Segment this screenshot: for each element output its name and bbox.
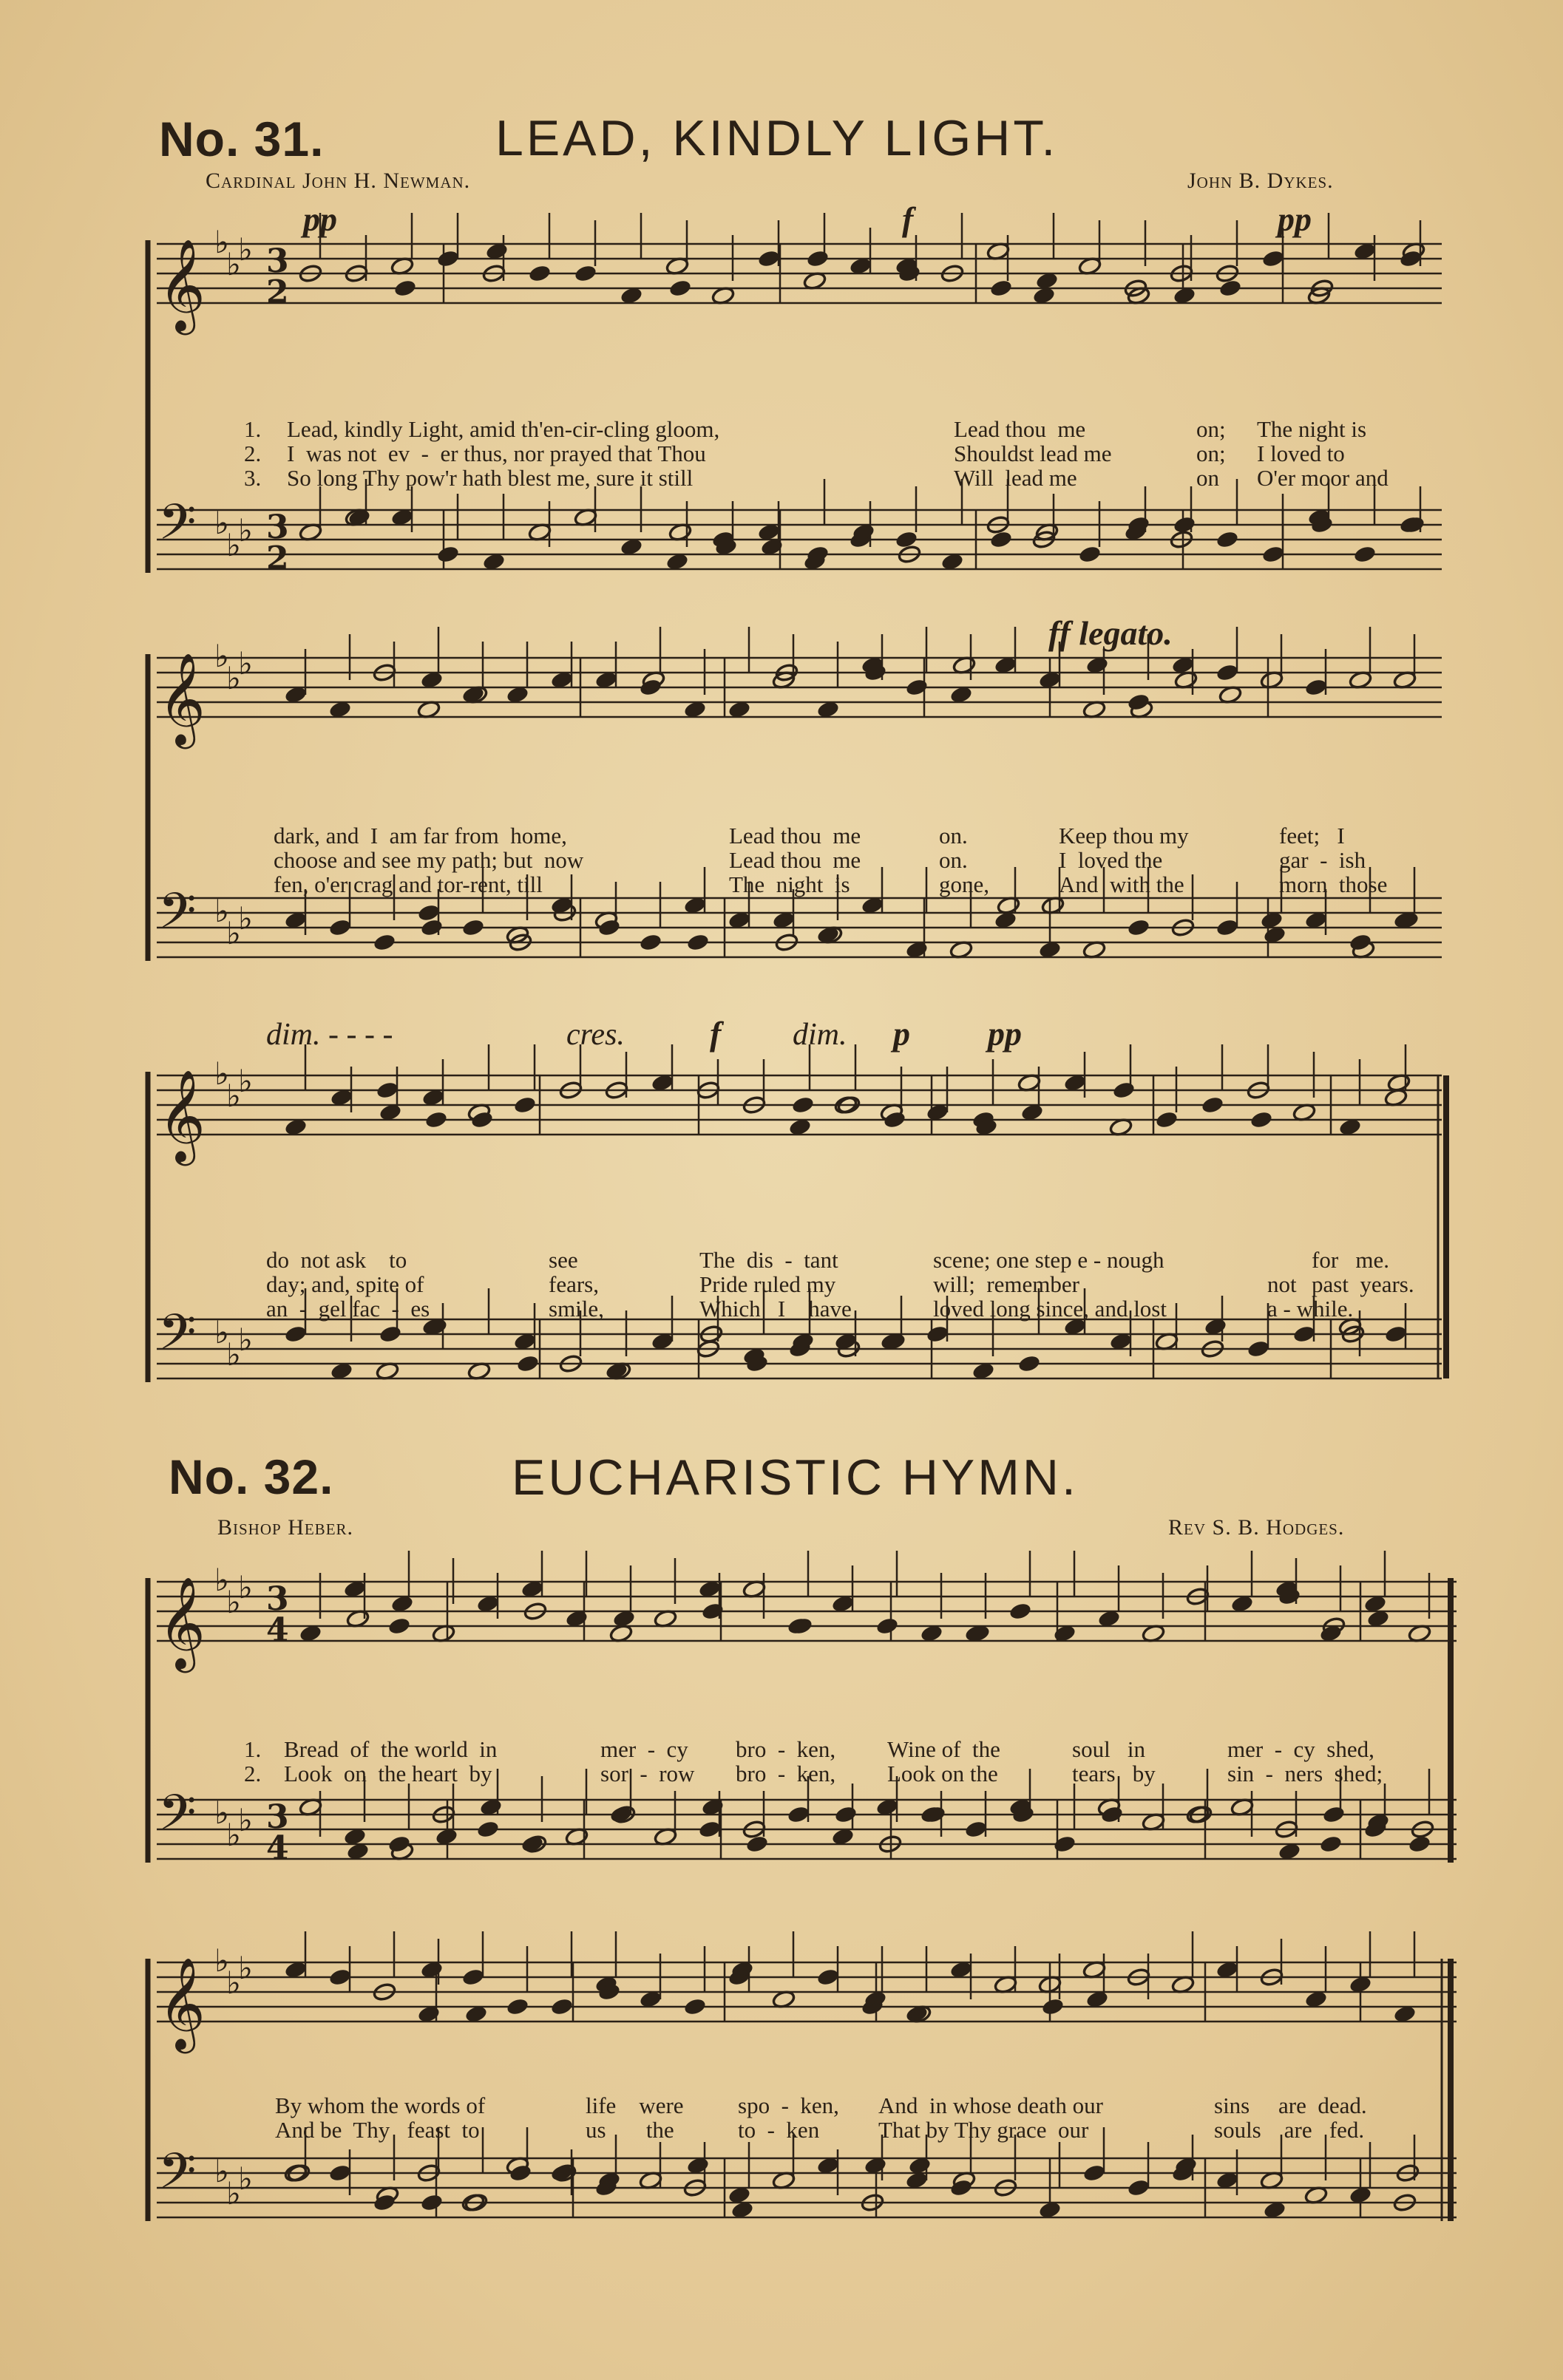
lyrics-col: on; on; on — [1196, 416, 1226, 491]
note-head — [1201, 1095, 1224, 1115]
note-head — [1173, 515, 1196, 534]
lyrics-col: And in whose death our That by Thy grace our — [878, 2092, 1103, 2143]
note-head — [1250, 1110, 1273, 1129]
lyrics-col: The night is I loved to O'er moor and — [1257, 416, 1389, 491]
lyrics-col: on. on. gone, — [939, 823, 990, 897]
lyrics-col: soul in tears by — [1072, 1736, 1156, 1786]
svg-text:♭: ♭ — [226, 1817, 241, 1853]
lyrics-col: do not ask to day; and, spite of an - gel fac - es — [266, 1247, 430, 1322]
lyrics-col: life were us the — [586, 2092, 684, 2143]
hymn-31-words-by: Cardinal John H. Newman. — [206, 169, 471, 193]
note-head — [328, 1968, 352, 1987]
note-head — [791, 1095, 815, 1115]
note-head — [424, 1110, 448, 1129]
svg-text:♭: ♭ — [238, 900, 253, 936]
dynamic-pp: pp — [1278, 200, 1312, 238]
note-head — [516, 1354, 540, 1373]
note-head — [757, 249, 781, 268]
dynamic-p: p — [893, 1015, 910, 1053]
staff-bass — [157, 2158, 1457, 2217]
note-head — [1261, 249, 1285, 268]
svg-text:♭: ♭ — [238, 1569, 253, 1605]
lyrics-col: mer - cy shed, sin - ners shed; — [1227, 1736, 1383, 1786]
lyrics-col: Lead thou me Shouldst lead me Will lead me — [954, 416, 1112, 491]
note-head — [1304, 678, 1328, 697]
dynamic-dim: dim. — [793, 1018, 847, 1052]
note-head — [470, 1110, 494, 1129]
treble-clef-icon: 𝄞 — [158, 1070, 206, 1162]
time-sig-top: 3 — [266, 242, 289, 280]
time-sig-bottom: 2 — [266, 540, 289, 577]
bass-clef-icon: 𝄢 — [158, 883, 197, 951]
hymn-31-number: No. 31. — [159, 112, 325, 166]
hymn-32-words-by: Bishop Heber. — [217, 1515, 354, 1540]
bass-clef-icon: 𝄢 — [158, 2143, 197, 2211]
svg-text:♭: ♭ — [214, 893, 229, 929]
note-head — [639, 933, 662, 952]
treble-clef-icon: 𝄞 — [158, 239, 206, 331]
note-head — [686, 933, 710, 952]
time-sig-bottom: 4 — [266, 1611, 289, 1649]
svg-text:♭: ♭ — [226, 527, 241, 563]
time-sig-top: 3 — [266, 1798, 289, 1836]
svg-text:♭: ♭ — [226, 1584, 241, 1620]
note-head — [1216, 918, 1239, 937]
note-head — [509, 2163, 532, 2183]
staff-treble — [157, 1962, 1457, 2022]
note-head — [574, 264, 597, 283]
lyrics-col: The dis - tant Pride ruled my Which I have — [699, 1247, 852, 1322]
treble-clef-icon: 𝄞 — [158, 1577, 206, 1669]
time-sig-top: 3 — [266, 509, 289, 546]
note-head — [683, 1997, 707, 2016]
note-head — [550, 1997, 574, 2016]
lyrics-col: Bread of the world in Look on the heart by — [284, 1736, 498, 1786]
svg-text:♭: ♭ — [214, 638, 229, 674]
note-head — [1041, 1997, 1065, 2016]
note-head — [816, 1968, 840, 1987]
note-head — [1216, 530, 1239, 549]
note-head — [698, 1820, 722, 1839]
note-head — [1319, 1835, 1343, 1854]
svg-text:♭: ♭ — [214, 505, 229, 541]
svg-text:♭: ♭ — [238, 1802, 253, 1838]
note-head — [506, 1997, 529, 2016]
note-head — [476, 1820, 500, 1839]
svg-text:♭: ♭ — [238, 2160, 253, 2197]
svg-text:♭: ♭ — [214, 1795, 229, 1831]
time-sig-bottom: 4 — [266, 1829, 289, 1867]
lyrics-col: Keep thou my I loved the And with the — [1059, 823, 1189, 897]
note-head — [1053, 1835, 1077, 1854]
note-head — [1127, 2178, 1150, 2197]
dynamic-cres: cres. — [566, 1018, 625, 1052]
svg-text:♭: ♭ — [238, 1950, 253, 1986]
dynamic-pp: pp — [303, 200, 337, 238]
lyrics-col: for me. past years. — [1312, 1247, 1414, 1297]
note-head — [528, 264, 552, 283]
dynamic-dim: dim. - - - - — [266, 1018, 393, 1052]
note-head — [1112, 1081, 1136, 1100]
note-head — [1384, 1325, 1408, 1344]
lyrics-col: not a - while. — [1267, 1271, 1354, 1322]
note-head — [1017, 1354, 1041, 1373]
svg-text:♭: ♭ — [238, 1063, 253, 1099]
svg-text:♭: ♭ — [214, 224, 229, 260]
note-head — [668, 279, 692, 298]
lyrics-col: Lead, kindly Light, amid th'en-cir-cling gloom, I was not ev - er thus, nor prayed that Thou So long Thy pow'r hath blest me, sure it still — [287, 416, 720, 491]
time-sig-bottom: 2 — [266, 273, 289, 311]
note-head — [436, 545, 460, 564]
bass-clef-icon: 𝄢 — [158, 1304, 197, 1373]
note-head — [597, 918, 621, 937]
note-head — [806, 249, 830, 268]
hymn-31-title: LEAD, KINDLY LIGHT. — [495, 110, 1059, 166]
svg-text:♭: ♭ — [226, 915, 241, 951]
dynamic-pp: pp — [988, 1015, 1022, 1053]
svg-text:♭: ♭ — [226, 1336, 241, 1373]
lyrics-col: By whom the words of And be Thy feast to — [275, 2092, 486, 2143]
note-head — [393, 279, 417, 298]
note-head — [513, 1095, 537, 1115]
lyrics-col: dark, and I am far from home, choose and see my path; but now fen, o'er crag and tor-rent, till — [274, 823, 584, 897]
note-head — [834, 1805, 858, 1824]
treble-clef-icon: 𝄞 — [158, 653, 206, 745]
note-head — [964, 1820, 988, 1839]
note-head — [1078, 545, 1102, 564]
note-head — [1353, 545, 1377, 564]
note-head — [905, 678, 929, 697]
hymn-32-title: EUCHARISTIC HYMN. — [512, 1449, 1079, 1506]
svg-text:♭: ♭ — [214, 1562, 229, 1598]
svg-text:♭: ♭ — [226, 1078, 241, 1114]
svg-text:♭: ♭ — [214, 1055, 229, 1092]
hymn-32-music-by: Rev S. B. Hodges. — [1168, 1515, 1345, 1540]
dynamic-ff-legato: ff legato. — [1048, 614, 1173, 652]
lyrics-col: spo - ken, to - ken — [738, 2092, 839, 2143]
lyrics-col: bro - ken, bro - ken, — [736, 1736, 836, 1786]
svg-text:♭: ♭ — [214, 1314, 229, 1350]
lyrics-col: Lead thou me Lead thou me The night is — [729, 823, 861, 897]
note-head — [883, 1110, 906, 1129]
bass-clef-icon: 𝄢 — [158, 1784, 197, 1853]
svg-text:♭: ♭ — [226, 246, 241, 282]
svg-text:♭: ♭ — [214, 2153, 229, 2189]
dynamic-f: f — [902, 200, 914, 238]
note-head — [387, 1616, 411, 1636]
note-head — [373, 933, 396, 952]
note-head — [1008, 1602, 1032, 1621]
svg-text:♭: ♭ — [214, 1942, 229, 1979]
svg-text:♭: ♭ — [238, 512, 253, 548]
lyrics-col: feet; I gar - ish morn those — [1279, 823, 1388, 897]
verse-numbers: 1. 2. — [244, 1736, 262, 1786]
note-head — [436, 249, 460, 268]
note-head — [376, 1081, 399, 1100]
hymn-32-number: No. 32. — [169, 1449, 334, 1504]
hymn-31-music-by: John B. Dykes. — [1187, 169, 1334, 193]
note-head — [989, 279, 1013, 298]
svg-text:♭: ♭ — [226, 660, 241, 696]
lyrics-col: Wine of the Look on the — [887, 1736, 1000, 1786]
svg-text:♭: ♭ — [238, 1322, 253, 1358]
note-head — [1155, 1110, 1179, 1129]
svg-text:♭: ♭ — [226, 2175, 241, 2211]
lyrics-col: sins are dead. souls are fed. — [1214, 2092, 1367, 2143]
note-head — [1216, 663, 1239, 682]
note-head — [1261, 545, 1285, 564]
dynamic-f: f — [710, 1015, 722, 1053]
svg-text:♭: ♭ — [238, 645, 253, 681]
treble-clef-icon: 𝄞 — [158, 1957, 206, 2050]
note-head — [420, 2193, 444, 2212]
lyrics-col: scene; one step e - nough will; remember loved long since, and lost — [933, 1247, 1167, 1322]
time-sig-top: 3 — [266, 1580, 289, 1618]
bass-clef-icon: 𝄢 — [158, 494, 197, 562]
svg-text:♭: ♭ — [238, 231, 253, 268]
note-head — [875, 1616, 899, 1636]
lyrics-col: see fears, smile, — [549, 1247, 604, 1322]
note-head — [461, 1968, 485, 1987]
svg-text:♭: ♭ — [226, 1965, 241, 2001]
verse-numbers: 1. 2. 3. — [244, 416, 262, 491]
lyrics-col: mer - cy sor - row — [600, 1736, 695, 1786]
staff-treble — [157, 244, 1442, 303]
